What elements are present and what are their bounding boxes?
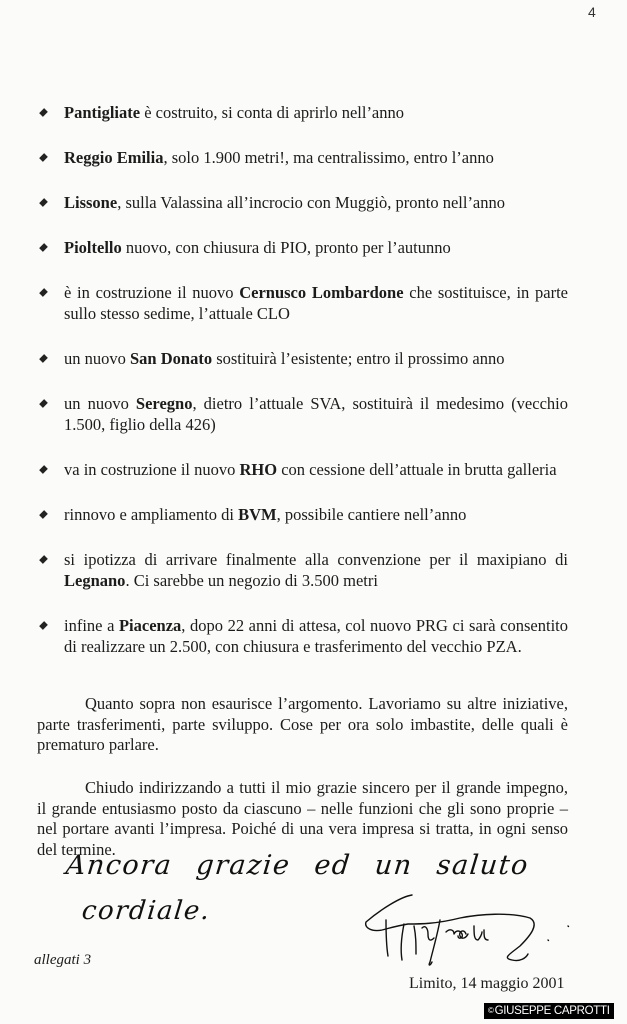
- item-prefix: si ipotizza di arrivare finalmente alla convenzione per il maxipiano di: [64, 550, 568, 569]
- copyright-icon: ©: [488, 1006, 494, 1015]
- list-item: [36, 459, 568, 480]
- list-item: [36, 102, 568, 123]
- item-location: BVM: [238, 505, 277, 524]
- diamond-bullet-icon: [39, 510, 48, 519]
- item-text: . Ci sarebbe un negozio di 3.500 metri: [125, 571, 378, 590]
- item-text: sostituirà l’esistente; entro il prossimo anno: [212, 349, 505, 368]
- list-item: [36, 192, 568, 213]
- item-text: , possibile cantiere nell’anno: [276, 505, 467, 524]
- list-item: [36, 147, 568, 168]
- item-prefix: un nuovo: [64, 349, 130, 368]
- list-item: [36, 348, 568, 369]
- closing-paragraph-2: Chiudo indirizzando a tutti il mio grazie sincero per il grande impegno, il grande entusiasmo posto da ciascuno – nelle funzioni che gli sono proprie – nel portare avanti l’impresa. Poiché di una vera impresa si tratta, in ogni senso del termine.: [37, 778, 568, 859]
- diamond-bullet-icon: [39, 243, 48, 252]
- item-text: nuovo, con chiusura di PIO, pronto per l’autunno: [121, 238, 451, 257]
- list-item: [36, 615, 568, 657]
- item-text: , dopo 22 anni di attesa, col nuovo PRG ci sarà consentito di realizzare un 2.500, con chiusura e trasferimento del vecchio PZA.: [64, 616, 568, 656]
- page-number: 4: [588, 4, 596, 20]
- item-location: Cernusco Lombardone: [239, 283, 404, 302]
- item-prefix: rinnovo e ampliamento di: [64, 505, 239, 524]
- list-item: [36, 504, 568, 525]
- diamond-bullet-icon: [39, 621, 48, 630]
- item-text: , dietro l’attuale SVA, sostituirà il medesimo (vecchio 1.500, figlio della 426): [64, 394, 568, 434]
- item-location: RHO: [239, 460, 278, 479]
- item-text: che sostituisce, in parte sullo stesso sedime, l’attuale CLO: [64, 283, 568, 323]
- diamond-bullet-icon: [39, 288, 48, 297]
- item-location: Pioltello: [64, 238, 122, 257]
- diamond-bullet-icon: [39, 399, 48, 408]
- item-location: Pantigliate: [64, 103, 141, 122]
- item-text: , sulla Valassina all’incrocio con Muggiò, pronto nell’anno: [117, 193, 506, 212]
- closing-paragraph-1: Quanto sopra non esaurisce l’argomento. Lavoriamo su altre iniziative, parte trasferimenti, parte sviluppo. Cose per ora solo imbastite, delle quali è prematuro parlare.: [37, 694, 568, 754]
- list-item: [36, 549, 568, 591]
- item-location: Legnano: [64, 571, 126, 590]
- diamond-bullet-icon: [39, 108, 48, 117]
- item-prefix: un nuovo: [64, 394, 136, 413]
- list-item: [36, 393, 568, 435]
- item-text: , solo 1.900 metri!, ma centralissimo, entro l’anno: [163, 148, 494, 167]
- item-prefix: è in costruzione il nuovo: [64, 283, 240, 302]
- item-location: Piacenza: [118, 616, 182, 635]
- item-text: è costruito, si conta di aprirlo nell’anno: [140, 103, 405, 122]
- diamond-bullet-icon: [39, 354, 48, 363]
- signature: [366, 895, 569, 965]
- diamond-bullet-icon: [39, 198, 48, 207]
- project-list: [36, 102, 568, 657]
- copyright-text: GIUSEPPE CAPROTTI: [494, 1005, 610, 1017]
- item-prefix: infine a: [64, 616, 119, 635]
- item-prefix: va in costruzione il nuovo: [64, 460, 240, 479]
- list-item: [36, 282, 568, 324]
- item-location: San Donato: [130, 349, 213, 368]
- handwritten-greeting: Ancora grazie ed un saluto: [64, 850, 531, 881]
- list-item: [36, 237, 568, 258]
- item-text: con cessione dell’attuale in brutta galleria: [277, 460, 557, 479]
- item-location: Lissone: [64, 193, 118, 212]
- copyright-badge: [484, 1003, 614, 1019]
- place-and-date: Limito, 14 maggio 2001: [409, 975, 565, 992]
- diamond-bullet-icon: [39, 555, 48, 564]
- handwritten-cordiale: cordiale.: [80, 896, 213, 926]
- item-location: Reggio Emilia: [64, 148, 164, 167]
- item-location: Seregno: [135, 394, 193, 413]
- attachments-note: allegati 3: [34, 952, 92, 968]
- diamond-bullet-icon: [39, 465, 48, 474]
- diamond-bullet-icon: [39, 153, 48, 162]
